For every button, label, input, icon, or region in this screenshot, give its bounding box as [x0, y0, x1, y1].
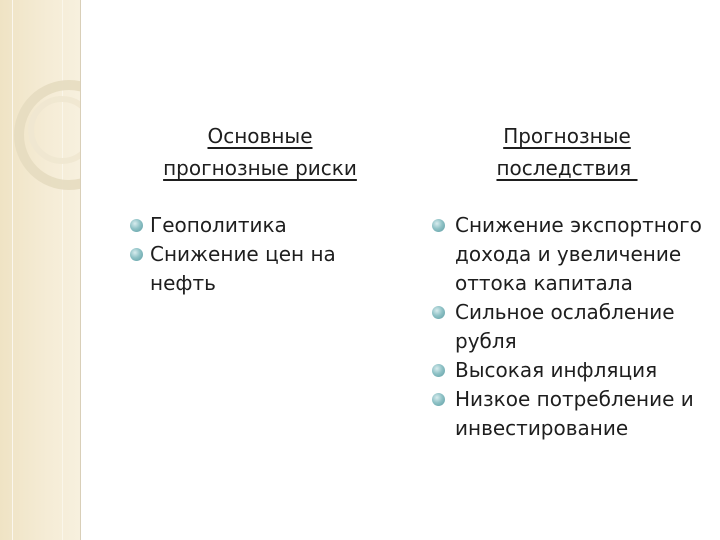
consequences-heading-line-1: Прогнозные: [503, 124, 631, 148]
list-item: [432, 385, 702, 443]
bullet-icon: [130, 248, 143, 261]
list-item-text: Снижение экспортного дохода и увеличение оттока капитала: [455, 213, 702, 295]
risks-list: [130, 211, 390, 298]
bullet-icon: [432, 364, 445, 377]
list-item: [130, 240, 390, 298]
consequences-heading-line-2: последствия: [496, 156, 638, 180]
list-item: [432, 211, 702, 298]
consequences-column: [432, 120, 702, 443]
list-item-text: Высокая инфляция: [455, 358, 658, 382]
band-line: [12, 0, 13, 540]
consequences-heading: [432, 120, 702, 184]
list-item: [432, 298, 702, 356]
consequences-list: [432, 211, 702, 443]
list-item: [432, 356, 702, 385]
list-item-text: Геополитика: [150, 213, 287, 237]
risks-heading: [130, 120, 390, 184]
list-item: [130, 211, 390, 240]
risks-heading-line-2: прогнозные риски: [163, 156, 357, 180]
bullet-icon: [130, 219, 143, 232]
risks-column: [130, 120, 390, 298]
bullet-icon: [432, 306, 445, 319]
bullet-icon: [432, 219, 445, 232]
bullet-icon: [432, 393, 445, 406]
list-item-text: Снижение цен на нефть: [150, 242, 336, 295]
list-item-text: Низкое потребление и инвестирование: [455, 387, 694, 440]
list-item-text: Сильное ослабление рубля: [455, 300, 675, 353]
risks-heading-line-1: Основные: [207, 124, 313, 148]
decorative-side-band: [0, 0, 81, 540]
